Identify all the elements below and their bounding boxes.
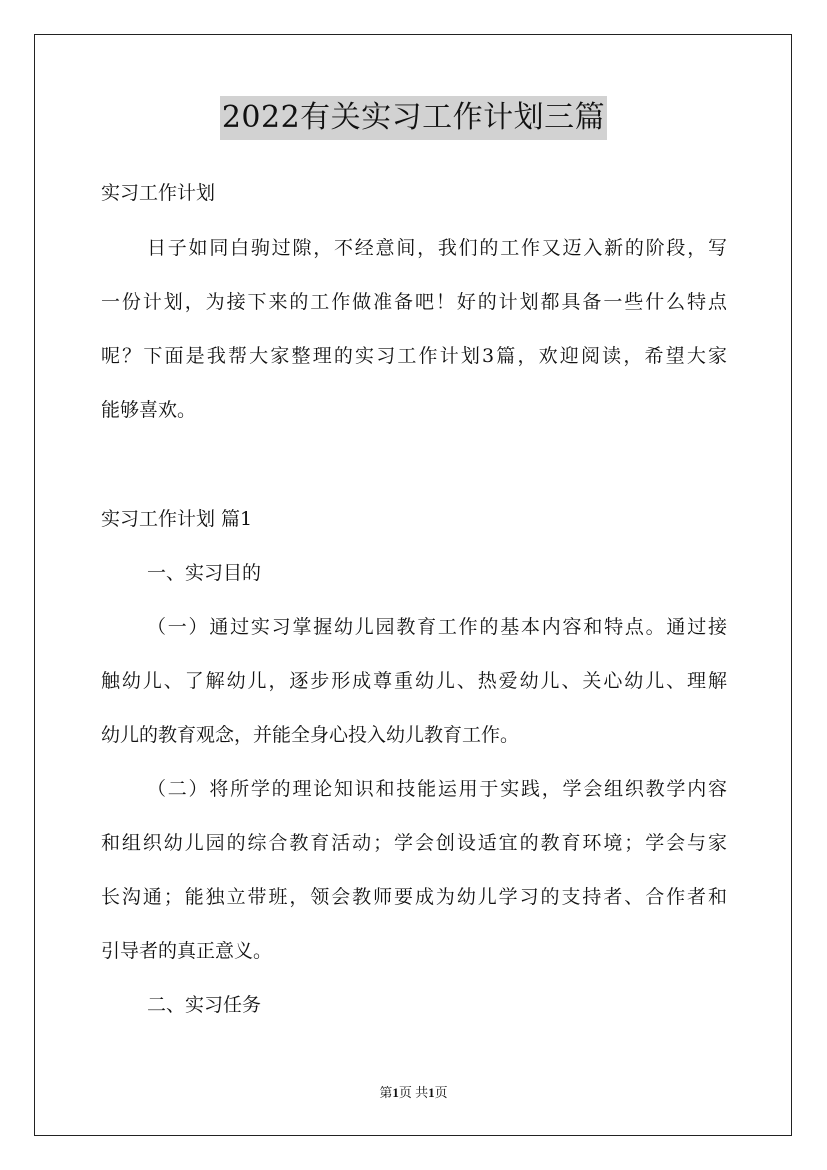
- para2-line-1: （二）将所学的理论知识和技能运用于实践，学会组织教学内容: [147, 778, 727, 800]
- intro-line-4: 能够喜欢。: [101, 399, 197, 421]
- intro-line-1: 日子如同白驹过隙，不经意间，我们的工作又迈入新的阶段，写: [147, 237, 727, 259]
- para2-line-4: 引导者的真正意义。: [101, 940, 273, 962]
- para1-line-2: 触幼儿、了解幼儿，逐步形成尊重幼儿、热爱幼儿、关心幼儿、理解: [101, 670, 727, 692]
- intro-line-3: 呢？下面是我帮大家整理的实习工作计划3篇，欢迎阅读，希望大家: [101, 345, 727, 367]
- section-heading-goal: 一、实习目的: [147, 562, 262, 584]
- footer-mid: 页 共: [398, 1085, 429, 1100]
- heading-plan-1: 实习工作计划 篇1: [101, 508, 253, 530]
- intro-line-2: 一份计划，为接下来的工作做准备吧！好的计划都具备一些什么特点: [101, 291, 727, 313]
- para2-line-3: 长沟通；能独立带班，领会教师要成为幼儿学习的支持者、合作者和: [101, 886, 727, 908]
- para1-line-3: 幼儿的教育观念，并能全身心投入幼儿教育工作。: [101, 724, 520, 746]
- heading-plan: 实习工作计划: [101, 182, 216, 204]
- footer-prefix: 第: [379, 1085, 393, 1100]
- footer-page-total: 1: [428, 1085, 435, 1100]
- footer-page-number: 1: [392, 1085, 399, 1100]
- footer-suffix: 页: [434, 1085, 448, 1100]
- para2-line-2: 和组织幼儿园的综合教育活动；学会创设适宜的教育环境；学会与家: [101, 832, 727, 854]
- page-footer: [0, 1082, 827, 1101]
- document-title: 2022有关实习工作计划三篇: [220, 96, 607, 140]
- section-heading-task: 二、实习任务: [147, 994, 262, 1016]
- para1-line-1: （一）通过实习掌握幼儿园教育工作的基本内容和特点。通过接: [147, 616, 727, 638]
- title-container: [0, 96, 827, 140]
